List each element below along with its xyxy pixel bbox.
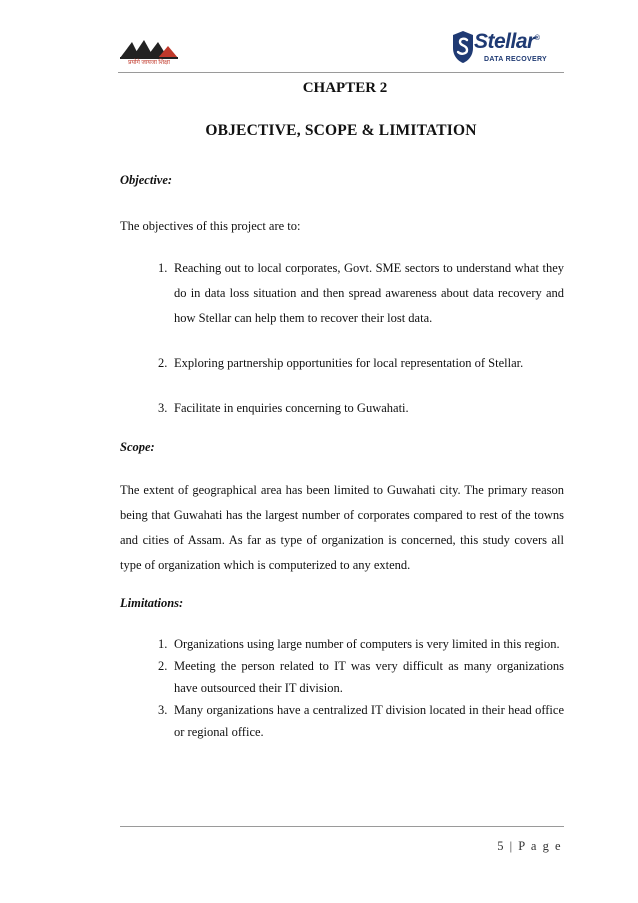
page-title — [0, 122, 638, 140]
list-item — [158, 256, 564, 331]
stellar-logo-wordmark — [474, 30, 539, 54]
stellar-shield-icon — [452, 30, 474, 64]
page-title-text: OBJECTIVE, SCOPE & LIMITATION — [205, 122, 477, 139]
stellar-logo-subtitle: DATA RECOVERY — [484, 56, 548, 63]
list-item-text: Many organizations have a centralized IT division located in their head office or regional office. — [174, 703, 564, 739]
list-item — [158, 396, 564, 421]
list-item-number: 2. — [158, 659, 168, 673]
header-divider — [118, 72, 564, 73]
list-item-number: 1. — [158, 261, 168, 275]
list-item-number: 3. — [158, 703, 168, 717]
limitations-list — [158, 633, 564, 743]
scope-heading: Scope: — [120, 440, 155, 454]
scope-paragraph: The extent of geographical area has been limited to Guwahati city. The primary reason being that Guwahati has the largest number of corporates compared to rest of the towns and cities of Assam. As far as type of organization is concerned, this study covers all type of organization which is computerized to any extend. — [120, 483, 564, 572]
objective-list — [158, 256, 564, 421]
list-item-number: 3. — [158, 401, 168, 415]
list-item — [158, 655, 564, 699]
stellar-logo — [452, 28, 564, 70]
list-item — [158, 351, 564, 376]
list-item-text: Meeting the person related to IT was very difficult as many organizations have outsourced their IT division. — [174, 659, 564, 695]
list-item-text: Organizations using large number of computers is very limited in this region. — [174, 637, 560, 651]
list-item — [158, 633, 564, 655]
footer-divider — [120, 826, 564, 827]
limitations-heading: Limitations: — [120, 596, 184, 610]
aim-logo-tagline: प्रयोगे जायजा शिक्षा — [128, 60, 170, 66]
list-item — [158, 699, 564, 743]
page-number: 5 | P a g e — [497, 839, 562, 853]
list-item-number: 1. — [158, 637, 168, 651]
list-item-text: Exploring partnership opportunities for local representation of Stellar. — [174, 356, 524, 370]
chapter-label: CHAPTER 2 — [302, 80, 388, 96]
chapter-heading — [0, 80, 638, 97]
stellar-logo-name: Stellar — [474, 30, 535, 53]
list-item-text: Reaching out to local corporates, Govt. SME sectors to understand what they do in data loss situation and then spread awareness about data recovery and how Stellar can help them to recover their lost data. — [174, 261, 564, 325]
list-item-text: Facilitate in enquiries concerning to Guwahati. — [174, 401, 409, 415]
list-item-number: 2. — [158, 356, 168, 370]
objective-heading: Objective: — [120, 173, 173, 187]
stellar-logo-reg: ® — [534, 35, 540, 42]
objective-intro: The objectives of this project are to: — [120, 219, 301, 233]
